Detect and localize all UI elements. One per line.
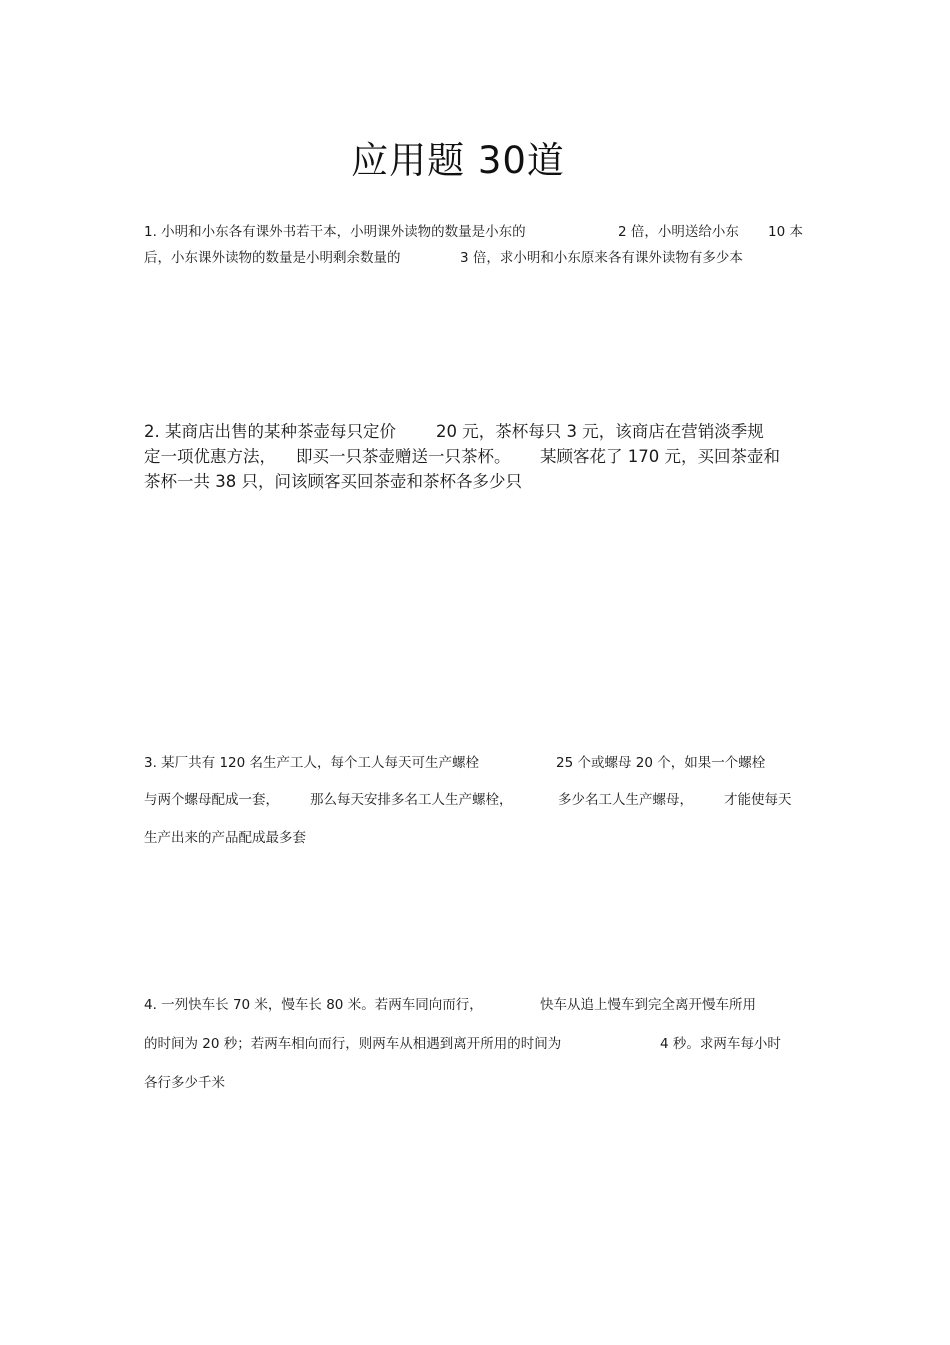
page-title: 应用题 30道 — [351, 139, 565, 182]
text-segment: 的时间为 20 秒；若两车相向而行，则两车从相遇到离开所用的时间为 — [144, 1036, 562, 1052]
text-segment: 1. 小明和小东各有课外书若干本，小明课外读物的数量是小东的 — [144, 224, 526, 240]
text-segment: 与两个螺母配成一套， — [144, 792, 279, 808]
text-segment: 25 个或螺母 20 个，如果一个螺栓 — [556, 755, 766, 771]
text-segment: 4 秒。求两车每小时 — [660, 1036, 781, 1052]
text-segment: 20 元，茶杯每只 3 元，该商店在营销淡季规 — [436, 422, 764, 441]
text-segment: 后，小东课外读物的数量是小明剩余数量的 — [144, 250, 401, 266]
text-segment: 才能使每天 — [724, 792, 792, 808]
text-segment: 10 本 — [768, 224, 803, 240]
text-segment: 某顾客花了 170 元，买回茶壶和 — [540, 447, 780, 466]
text-segment: 4. 一列快车长 70 米，慢车长 80 米。若两车同向而行， — [144, 997, 483, 1013]
text-segment: 定一项优惠方法， — [144, 447, 276, 466]
text-segment: 多少名工人生产螺母， — [558, 792, 693, 808]
text-segment: 3. 某厂共有 120 名生产工人，每个工人每天可生产螺栓 — [144, 755, 480, 771]
text-segment: 3 倍，求小明和小东原来各有课外读物有多少本 — [460, 250, 743, 266]
text-segment: 2. 某商店出售的某种茶壶每只定价 — [144, 422, 396, 441]
text-segment: 各行多少千米 — [144, 1075, 225, 1091]
text-segment: 2 倍，小明送给小东 — [618, 224, 739, 240]
text-segment: 茶杯一共 38 只，问该顾客买回茶壶和茶杯各多少只 — [144, 472, 522, 491]
text-segment: 快车从追上慢车到完全离开慢车所用 — [540, 997, 756, 1013]
text-segment: 那么每天安排多名工人生产螺栓， — [310, 792, 513, 808]
text-segment: 即买一只茶壶赠送一只茶杯。 — [296, 447, 511, 466]
text-segment: 生产出来的产品配成最多套 — [144, 830, 306, 846]
